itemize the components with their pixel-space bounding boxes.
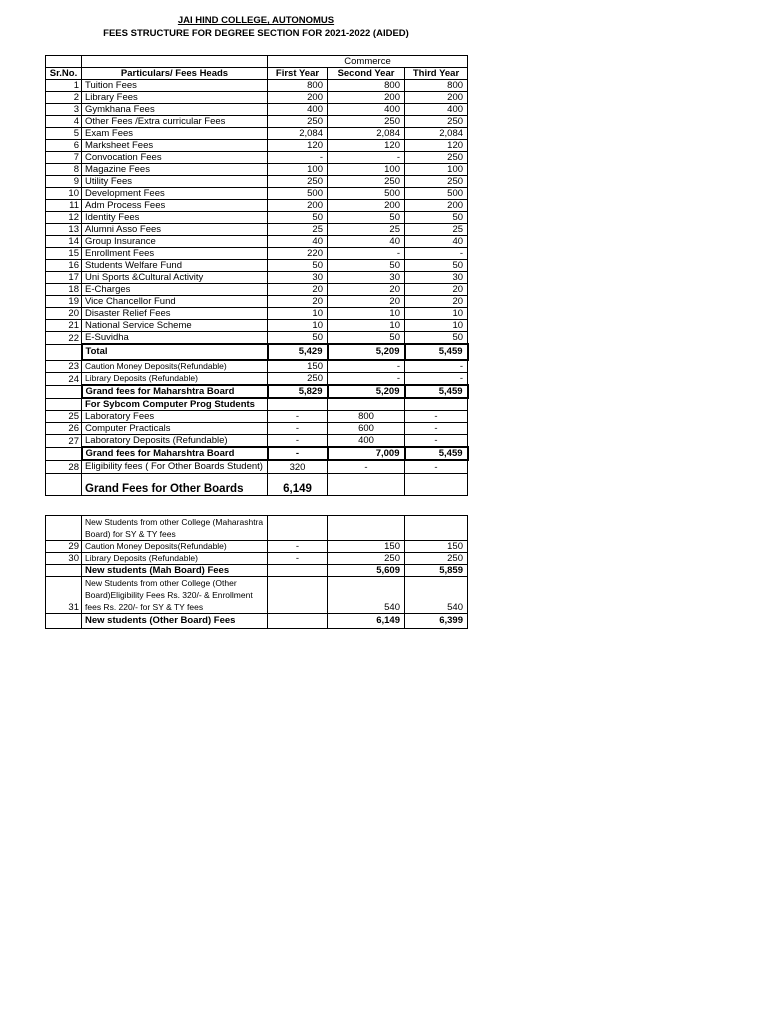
sr-no-cell: 10 — [46, 188, 82, 200]
new-other-total-label: New students (Other Board) Fees — [82, 614, 268, 629]
empty-cell — [268, 516, 328, 541]
sr-no-cell: 21 — [46, 320, 82, 332]
deposit-row — [46, 373, 468, 386]
eligibility-second-year: - — [328, 460, 405, 474]
fee-head-cell: Utility Fees — [82, 176, 268, 188]
second-year-cell: 50 — [328, 212, 405, 224]
fee-row — [46, 200, 468, 212]
sr-no-cell: 15 — [46, 248, 82, 260]
third-year-header: Third Year — [405, 68, 468, 80]
first-year-cell: 30 — [268, 272, 328, 284]
fee-row — [46, 272, 468, 284]
third-year-cell: 150 — [405, 541, 468, 553]
fee-head-cell: National Service Scheme — [82, 320, 268, 332]
third-year-cell: 100 — [405, 164, 468, 176]
sr-no-cell: 26 — [46, 423, 82, 435]
grand-mah-first-year: 5,829 — [268, 385, 328, 398]
sr-no-cell: 19 — [46, 296, 82, 308]
fee-row — [46, 128, 468, 140]
fee-head-cell: Exam Fees — [82, 128, 268, 140]
fee-row — [46, 80, 468, 92]
second-year-cell: 250 — [328, 176, 405, 188]
grand-mah2-row — [46, 447, 468, 460]
third-year-cell: 400 — [405, 104, 468, 116]
first-year-cell: 120 — [268, 140, 328, 152]
first-year-cell: 250 — [268, 373, 328, 386]
second-year-cell: 800 — [328, 80, 405, 92]
column-header-row — [46, 68, 468, 80]
empty-cell — [268, 565, 328, 577]
sr-no-cell: 11 — [46, 200, 82, 212]
third-year-cell: 10 — [405, 308, 468, 320]
sr-no-cell: 25 — [46, 411, 82, 423]
grand-mah2-third-year: 5,459 — [405, 447, 468, 460]
empty-cell — [268, 398, 328, 411]
third-year-cell: 20 — [405, 284, 468, 296]
new-mah-heading: New Students from other College (Maharashtra Board) for SY & TY fees — [82, 516, 268, 541]
new-mah-row — [46, 553, 468, 565]
fee-row — [46, 164, 468, 176]
fee-head-cell: Library Fees — [82, 92, 268, 104]
commerce-group-header: Commerce — [268, 56, 468, 68]
first-year-cell: 800 — [268, 80, 328, 92]
first-year-cell: 50 — [268, 260, 328, 272]
first-year-cell: - — [268, 411, 328, 423]
fee-head-cell: Convocation Fees — [82, 152, 268, 164]
second-year-cell: - — [328, 248, 405, 260]
second-year-cell: 100 — [328, 164, 405, 176]
fee-head-cell: Laboratory Fees — [82, 411, 268, 423]
fee-head-cell: Students Welfare Fund — [82, 260, 268, 272]
fee-head-cell: Gymkhana Fees — [82, 104, 268, 116]
grand-mah2-label: Grand fees for Maharshtra Board — [82, 447, 268, 460]
sr-no-cell: 31 — [46, 577, 82, 614]
fee-head-cell: Computer Practicals — [82, 423, 268, 435]
second-year-cell: 25 — [328, 224, 405, 236]
fee-row — [46, 308, 468, 320]
second-year-cell: 2,084 — [328, 128, 405, 140]
sr-no-cell: 22 — [46, 332, 82, 345]
empty-cell — [405, 516, 468, 541]
first-year-cell: 10 — [268, 308, 328, 320]
sr-no-cell: 6 — [46, 140, 82, 152]
empty-cell — [82, 56, 268, 68]
new-other-third-year: 540 — [405, 577, 468, 614]
third-year-cell: 30 — [405, 272, 468, 284]
fee-row — [46, 152, 468, 164]
total-second-year: 5,209 — [328, 344, 405, 360]
fee-head-cell: Development Fees — [82, 188, 268, 200]
sr-no-cell: 8 — [46, 164, 82, 176]
second-year-cell: 50 — [328, 332, 405, 345]
third-year-cell: 50 — [405, 212, 468, 224]
third-year-cell: 40 — [405, 236, 468, 248]
new-mah-heading-row — [46, 516, 468, 541]
fees-table — [45, 55, 469, 496]
third-year-cell: 50 — [405, 332, 468, 345]
second-year-cell: - — [328, 373, 405, 386]
empty-cell — [328, 474, 405, 496]
sybcom-row — [46, 435, 468, 448]
fee-row — [46, 104, 468, 116]
third-year-cell: - — [405, 360, 468, 373]
empty-cell — [46, 516, 82, 541]
sr-no-header: Sr.No. — [46, 68, 82, 80]
third-year-cell: 10 — [405, 320, 468, 332]
fee-row — [46, 284, 468, 296]
second-year-cell: 800 — [328, 411, 405, 423]
grand-mah-second-year: 5,209 — [328, 385, 405, 398]
second-year-cell: 120 — [328, 140, 405, 152]
eligibility-row — [46, 460, 468, 474]
first-year-cell: 500 — [268, 188, 328, 200]
sr-no-cell: 4 — [46, 116, 82, 128]
first-year-cell: 250 — [268, 116, 328, 128]
sr-no-cell: 28 — [46, 460, 82, 474]
second-year-cell: 20 — [328, 296, 405, 308]
second-year-cell: 200 — [328, 200, 405, 212]
fee-head-cell: Library Deposits (Refundable) — [82, 553, 268, 565]
third-year-cell: 50 — [405, 260, 468, 272]
empty-cell — [46, 565, 82, 577]
second-year-cell: 50 — [328, 260, 405, 272]
fee-row — [46, 212, 468, 224]
fee-row — [46, 176, 468, 188]
new-other-second-year: 540 — [328, 577, 405, 614]
fee-head-cell: Library Deposits (Refundable) — [82, 373, 268, 386]
second-year-cell: 10 — [328, 308, 405, 320]
sybcom-heading-row — [46, 398, 468, 411]
sr-no-cell: 5 — [46, 128, 82, 140]
third-year-cell: - — [405, 435, 468, 448]
first-year-cell: 40 — [268, 236, 328, 248]
first-year-cell: 220 — [268, 248, 328, 260]
college-title: JAI HIND COLLEGE, AUTONOMUS — [177, 15, 335, 26]
first-year-cell: 200 — [268, 92, 328, 104]
new-students-table — [45, 515, 468, 629]
total-first-year: 5,429 — [268, 344, 328, 360]
third-year-cell: 25 — [405, 224, 468, 236]
total-third-year: 5,459 — [405, 344, 468, 360]
third-year-cell: - — [405, 248, 468, 260]
total-row — [46, 344, 468, 360]
second-year-cell: 40 — [328, 236, 405, 248]
fee-row — [46, 92, 468, 104]
sr-no-cell: 17 — [46, 272, 82, 284]
first-year-cell: - — [268, 435, 328, 448]
third-year-cell: 250 — [405, 176, 468, 188]
fee-head-cell: Enrollment Fees — [82, 248, 268, 260]
empty-cell — [268, 614, 328, 629]
second-year-cell: 400 — [328, 435, 405, 448]
fee-head-cell: Identity Fees — [82, 212, 268, 224]
sr-no-cell: 9 — [46, 176, 82, 188]
first-year-cell: 50 — [268, 332, 328, 345]
first-year-cell: 20 — [268, 284, 328, 296]
second-year-cell: 10 — [328, 320, 405, 332]
new-other-label: New Students from other College (Other Board)Eligibility Fees Rs. 320/- & Enrollment fees Rs. 220/- for SY & TY fees — [82, 577, 268, 614]
empty-cell — [46, 447, 82, 460]
third-year-cell: 250 — [405, 152, 468, 164]
grand-other-first-year: 6,149 — [268, 474, 328, 496]
sr-no-cell: 14 — [46, 236, 82, 248]
first-year-cell: - — [268, 553, 328, 565]
fee-head-cell: E-Suvidha — [82, 332, 268, 345]
eligibility-third-year: - — [405, 460, 468, 474]
third-year-cell: 250 — [405, 116, 468, 128]
fee-row — [46, 296, 468, 308]
fee-head-cell: Marksheet Fees — [82, 140, 268, 152]
sybcom-row — [46, 411, 468, 423]
fee-head-cell: Uni Sports &Cultural Activity — [82, 272, 268, 284]
sr-no-cell: 12 — [46, 212, 82, 224]
fee-row — [46, 116, 468, 128]
third-year-cell: 200 — [405, 200, 468, 212]
sr-no-cell: 16 — [46, 260, 82, 272]
grand-mah2-first-year: - — [268, 447, 328, 460]
empty-cell — [46, 56, 82, 68]
first-year-cell: 150 — [268, 360, 328, 373]
grand-mah2-second-year: 7,009 — [328, 447, 405, 460]
first-year-cell: - — [268, 423, 328, 435]
fee-head-cell: Group Insurance — [82, 236, 268, 248]
new-mah-total-row — [46, 565, 468, 577]
empty-cell — [405, 398, 468, 411]
fee-row — [46, 188, 468, 200]
first-year-cell: 10 — [268, 320, 328, 332]
sr-no-cell: 2 — [46, 92, 82, 104]
particulars-header: Particulars/ Fees Heads — [82, 68, 268, 80]
empty-cell — [46, 398, 82, 411]
fee-head-cell: Caution Money Deposits(Refundable) — [82, 541, 268, 553]
fee-row — [46, 248, 468, 260]
second-year-cell: 250 — [328, 116, 405, 128]
new-mah-row — [46, 541, 468, 553]
second-year-cell: 500 — [328, 188, 405, 200]
empty-cell — [328, 398, 405, 411]
fee-row — [46, 236, 468, 248]
sr-no-cell: 1 — [46, 80, 82, 92]
sr-no-cell: 3 — [46, 104, 82, 116]
eligibility-first-year: 320 — [268, 460, 328, 474]
first-year-cell: 25 — [268, 224, 328, 236]
grand-mah-third-year: 5,459 — [405, 385, 468, 398]
sybcom-heading: For Sybcom Computer Prog Students — [82, 398, 268, 411]
fee-head-cell: Other Fees /Extra curricular Fees — [82, 116, 268, 128]
grand-other-row — [46, 474, 468, 496]
first-year-cell: 200 — [268, 200, 328, 212]
second-year-cell: 200 — [328, 92, 405, 104]
total-label: Total — [82, 344, 268, 360]
empty-cell — [46, 344, 82, 360]
first-year-cell: 100 — [268, 164, 328, 176]
new-other-total-second-year: 6,149 — [328, 614, 405, 629]
fee-head-cell: Laboratory Deposits (Refundable) — [82, 435, 268, 448]
second-year-cell: 250 — [328, 553, 405, 565]
fee-head-cell: Alumni Asso Fees — [82, 224, 268, 236]
first-year-cell: 20 — [268, 296, 328, 308]
empty-cell — [46, 385, 82, 398]
third-year-cell: - — [405, 423, 468, 435]
fee-row — [46, 332, 468, 345]
third-year-cell: 2,084 — [405, 128, 468, 140]
fee-head-cell: E-Charges — [82, 284, 268, 296]
fee-row — [46, 260, 468, 272]
third-year-cell: - — [405, 411, 468, 423]
third-year-cell: 250 — [405, 553, 468, 565]
third-year-cell: 20 — [405, 296, 468, 308]
new-other-total-third-year: 6,399 — [405, 614, 468, 629]
second-year-cell: 400 — [328, 104, 405, 116]
sr-no-cell: 23 — [46, 360, 82, 373]
fee-row — [46, 224, 468, 236]
document-subtitle: FEES STRUCTURE FOR DEGREE SECTION FOR 2021-2022 (AIDED) — [103, 28, 409, 39]
first-year-cell: 400 — [268, 104, 328, 116]
new-other-row — [46, 577, 468, 614]
sr-no-cell: 18 — [46, 284, 82, 296]
first-year-header: First Year — [268, 68, 328, 80]
new-mah-total-label: New students (Mah Board) Fees — [82, 565, 268, 577]
first-year-cell: 2,084 — [268, 128, 328, 140]
sr-no-cell: 27 — [46, 435, 82, 448]
grand-mah-row — [46, 385, 468, 398]
fee-head-cell: Tuition Fees — [82, 80, 268, 92]
new-mah-total-second-year: 5,609 — [328, 565, 405, 577]
new-mah-total-third-year: 5,859 — [405, 565, 468, 577]
first-year-cell: 50 — [268, 212, 328, 224]
third-year-cell: 800 — [405, 80, 468, 92]
fee-head-cell: Magazine Fees — [82, 164, 268, 176]
fee-head-cell: Adm Process Fees — [82, 200, 268, 212]
fee-head-cell: Vice Chancellor Fund — [82, 296, 268, 308]
empty-cell — [46, 614, 82, 629]
third-year-cell: 500 — [405, 188, 468, 200]
sybcom-row — [46, 423, 468, 435]
third-year-cell: 200 — [405, 92, 468, 104]
group-header-row — [46, 56, 468, 68]
deposit-row — [46, 360, 468, 373]
third-year-cell: 120 — [405, 140, 468, 152]
fee-head-cell: Caution Money Deposits(Refundable) — [82, 360, 268, 373]
empty-cell — [268, 577, 328, 614]
eligibility-label: Eligibility fees ( For Other Boards Student) — [82, 460, 268, 474]
second-year-cell: - — [328, 152, 405, 164]
sr-no-cell: 29 — [46, 541, 82, 553]
second-year-cell: 20 — [328, 284, 405, 296]
sr-no-cell: 20 — [46, 308, 82, 320]
sr-no-cell: 7 — [46, 152, 82, 164]
first-year-cell: - — [268, 541, 328, 553]
second-year-cell: 30 — [328, 272, 405, 284]
second-year-header: Second Year — [328, 68, 405, 80]
fee-row — [46, 140, 468, 152]
grand-other-label: Grand Fees for Other Boards — [82, 474, 268, 496]
second-year-cell: - — [328, 360, 405, 373]
first-year-cell: 250 — [268, 176, 328, 188]
third-year-cell: - — [405, 373, 468, 386]
empty-cell — [405, 474, 468, 496]
sr-no-cell: 24 — [46, 373, 82, 386]
fee-row — [46, 320, 468, 332]
sr-no-cell: 30 — [46, 553, 82, 565]
fee-head-cell: Disaster Relief Fees — [82, 308, 268, 320]
empty-cell — [46, 474, 82, 496]
empty-cell — [328, 516, 405, 541]
grand-mah-label: Grand fees for Maharshtra Board — [82, 385, 268, 398]
second-year-cell: 150 — [328, 541, 405, 553]
new-other-total-row — [46, 614, 468, 629]
second-year-cell: 600 — [328, 423, 405, 435]
sr-no-cell: 13 — [46, 224, 82, 236]
first-year-cell: - — [268, 152, 328, 164]
